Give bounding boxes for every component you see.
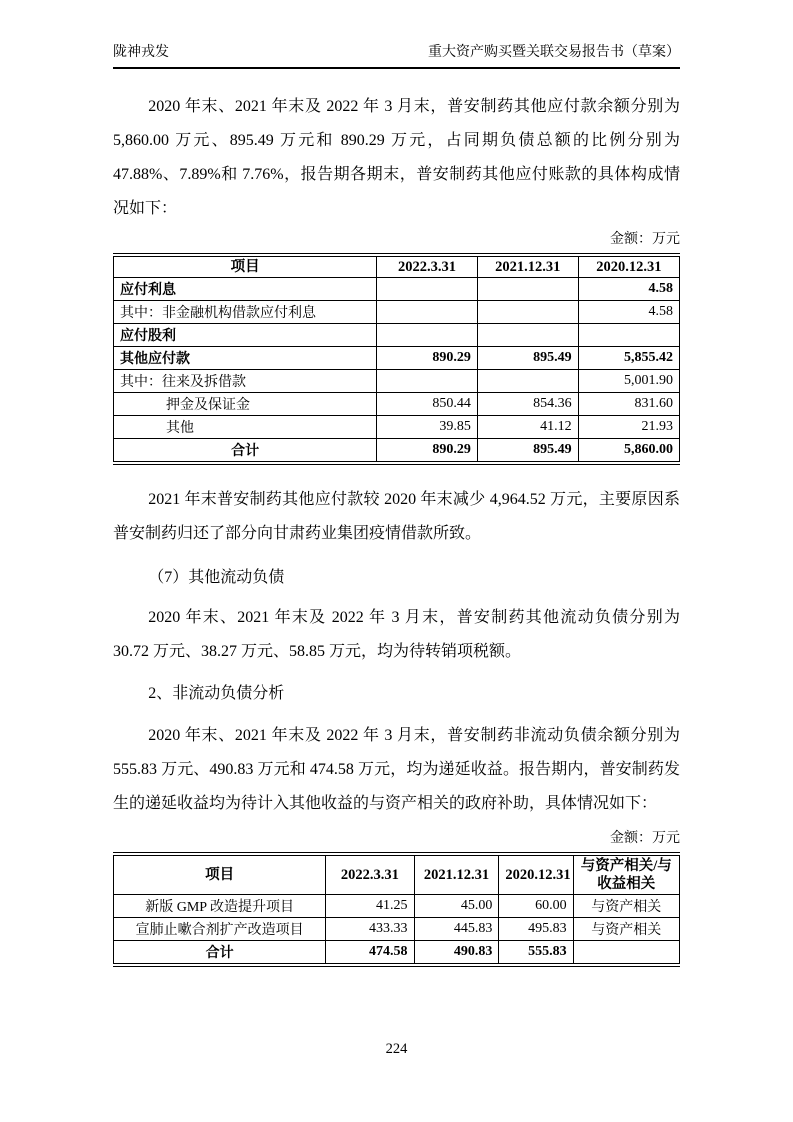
- row-label: 应付利息: [114, 278, 377, 301]
- table-row: [114, 393, 680, 416]
- table-header-row: [114, 854, 680, 895]
- cell-value: [377, 278, 478, 301]
- column-header-2021-12-31: 2021.12.31: [414, 854, 499, 895]
- row-label: 合计: [114, 941, 326, 966]
- column-header-2022-03-31: 2022.3.31: [326, 854, 414, 895]
- cell-value: [578, 324, 679, 347]
- cell-value: 5,855.42: [578, 347, 679, 370]
- table-row: [114, 416, 680, 439]
- cell-value: 5,860.00: [578, 439, 679, 464]
- cell-value: [377, 301, 478, 324]
- other-payables-table: [113, 253, 680, 465]
- cell-value: [477, 324, 578, 347]
- row-label: 应付股利: [114, 324, 377, 347]
- column-header-2022-03-31: 2022.3.31: [377, 255, 478, 278]
- table-row: [114, 301, 680, 324]
- cell-value: 5,001.90: [578, 370, 679, 393]
- cell-value: 831.60: [578, 393, 679, 416]
- cell-value: [477, 301, 578, 324]
- page-header: [113, 0, 680, 69]
- row-label: 押金及保证金: [114, 393, 377, 416]
- table-row: [114, 278, 680, 301]
- paragraph-other-current-liabilities: 2020 年末、2021 年末及 2022 年 3 月末，普安制药其他流动负债分别为 30.72 万元、38.27 万元、58.85 万元，均为待转销项税额。: [113, 609, 680, 660]
- cell-value: 与资产相关: [573, 918, 679, 941]
- table-row: [114, 439, 680, 464]
- cell-value: 45.00: [414, 895, 499, 918]
- cell-value: 895.49: [477, 439, 578, 464]
- cell-value: 895.49: [477, 347, 578, 370]
- cell-value: 854.36: [477, 393, 578, 416]
- cell-value: 490.83: [414, 941, 499, 966]
- cell-value: 433.33: [326, 918, 414, 941]
- cell-value: 495.83: [499, 918, 573, 941]
- deferred-income-table: [113, 852, 680, 967]
- header-doc-title: 重大资产购买暨关联交易报告书（草案）: [428, 45, 680, 60]
- heading-noncurrent-liabilities-analysis: 2、非流动负债分析: [148, 685, 285, 702]
- table-row: [114, 347, 680, 370]
- header-company: 陇神戎发: [113, 45, 169, 60]
- cell-value: 890.29: [377, 347, 478, 370]
- heading-other-current-liabilities: （7）其他流动负债: [148, 569, 285, 586]
- row-label: 其他: [114, 416, 377, 439]
- cell-value: 4.58: [578, 301, 679, 324]
- cell-value: 与资产相关: [573, 895, 679, 918]
- cell-value: [573, 941, 679, 966]
- cell-value: [377, 324, 478, 347]
- page-number: 224: [385, 1041, 408, 1057]
- table1-unit-label: 金额：万元: [610, 232, 680, 247]
- column-header-2021-12-31: 2021.12.31: [477, 255, 578, 278]
- cell-value: 445.83: [414, 918, 499, 941]
- table-row: [114, 918, 680, 941]
- row-label: 新版 GMP 改造提升项目: [114, 895, 326, 918]
- row-label: 合计: [114, 439, 377, 464]
- cell-value: [477, 278, 578, 301]
- cell-value: 21.93: [578, 416, 679, 439]
- cell-value: [377, 370, 478, 393]
- column-header-item: 项目: [114, 255, 377, 278]
- cell-value: 4.58: [578, 278, 679, 301]
- page-footer: [0, 1041, 793, 1058]
- table2-unit-label: 金额：万元: [610, 831, 680, 846]
- cell-value: 890.29: [377, 439, 478, 464]
- row-label: 其他应付款: [114, 347, 377, 370]
- cell-value: 60.00: [499, 895, 573, 918]
- row-label: 其中：往来及拆借款: [114, 370, 377, 393]
- cell-value: 41.25: [326, 895, 414, 918]
- column-header-2020-12-31: 2020.12.31: [499, 854, 573, 895]
- paragraph-noncurrent-liabilities: 2020 年末、2021 年末及 2022 年 3 月末，普安制药非流动负债余额分别为 555.83 万元、490.83 万元和 474.58 万元，均为递延收益。报告期内，普安制药发生的递延收益均为待计入其他收益的与资产相关的政府补助，具体情况如下：: [113, 727, 680, 812]
- cell-value: 555.83: [499, 941, 573, 966]
- row-label: 其中：非金融机构借款应付利息: [114, 301, 377, 324]
- row-label: 宣肺止嗽合剂扩产改造项目: [114, 918, 326, 941]
- table-row: [114, 324, 680, 347]
- cell-value: 850.44: [377, 393, 478, 416]
- cell-value: 474.58: [326, 941, 414, 966]
- cell-value: [477, 370, 578, 393]
- table-header-row: [114, 255, 680, 278]
- column-header-asset-or-income-related: 与资产相关/与收益相关: [573, 854, 679, 895]
- cell-value: 41.12: [477, 416, 578, 439]
- column-header-item: 项目: [114, 854, 326, 895]
- column-header-2020-12-31: 2020.12.31: [578, 255, 679, 278]
- table-row: [114, 895, 680, 918]
- cell-value: 39.85: [377, 416, 478, 439]
- paragraph-payables-decrease-reason: 2021 年末普安制药其他应付款较 2020 年末减少 4,964.52 万元，主要原因系普安制药归还了部分向甘肃药业集团疫情借款所致。: [113, 491, 680, 542]
- table-row: [114, 370, 680, 393]
- table-row: [114, 941, 680, 966]
- paragraph-other-payables-intro: 2020 年末、2021 年末及 2022 年 3 月末，普安制药其他应付款余额分别为 5,860.00 万元、895.49 万元和 890.29 万元，占同期负债总额的比例分别为 47.88%、7.89%和 7.76%，报告期各期末，普安制药其他应付账款的具体构成情况如下：: [113, 98, 680, 217]
